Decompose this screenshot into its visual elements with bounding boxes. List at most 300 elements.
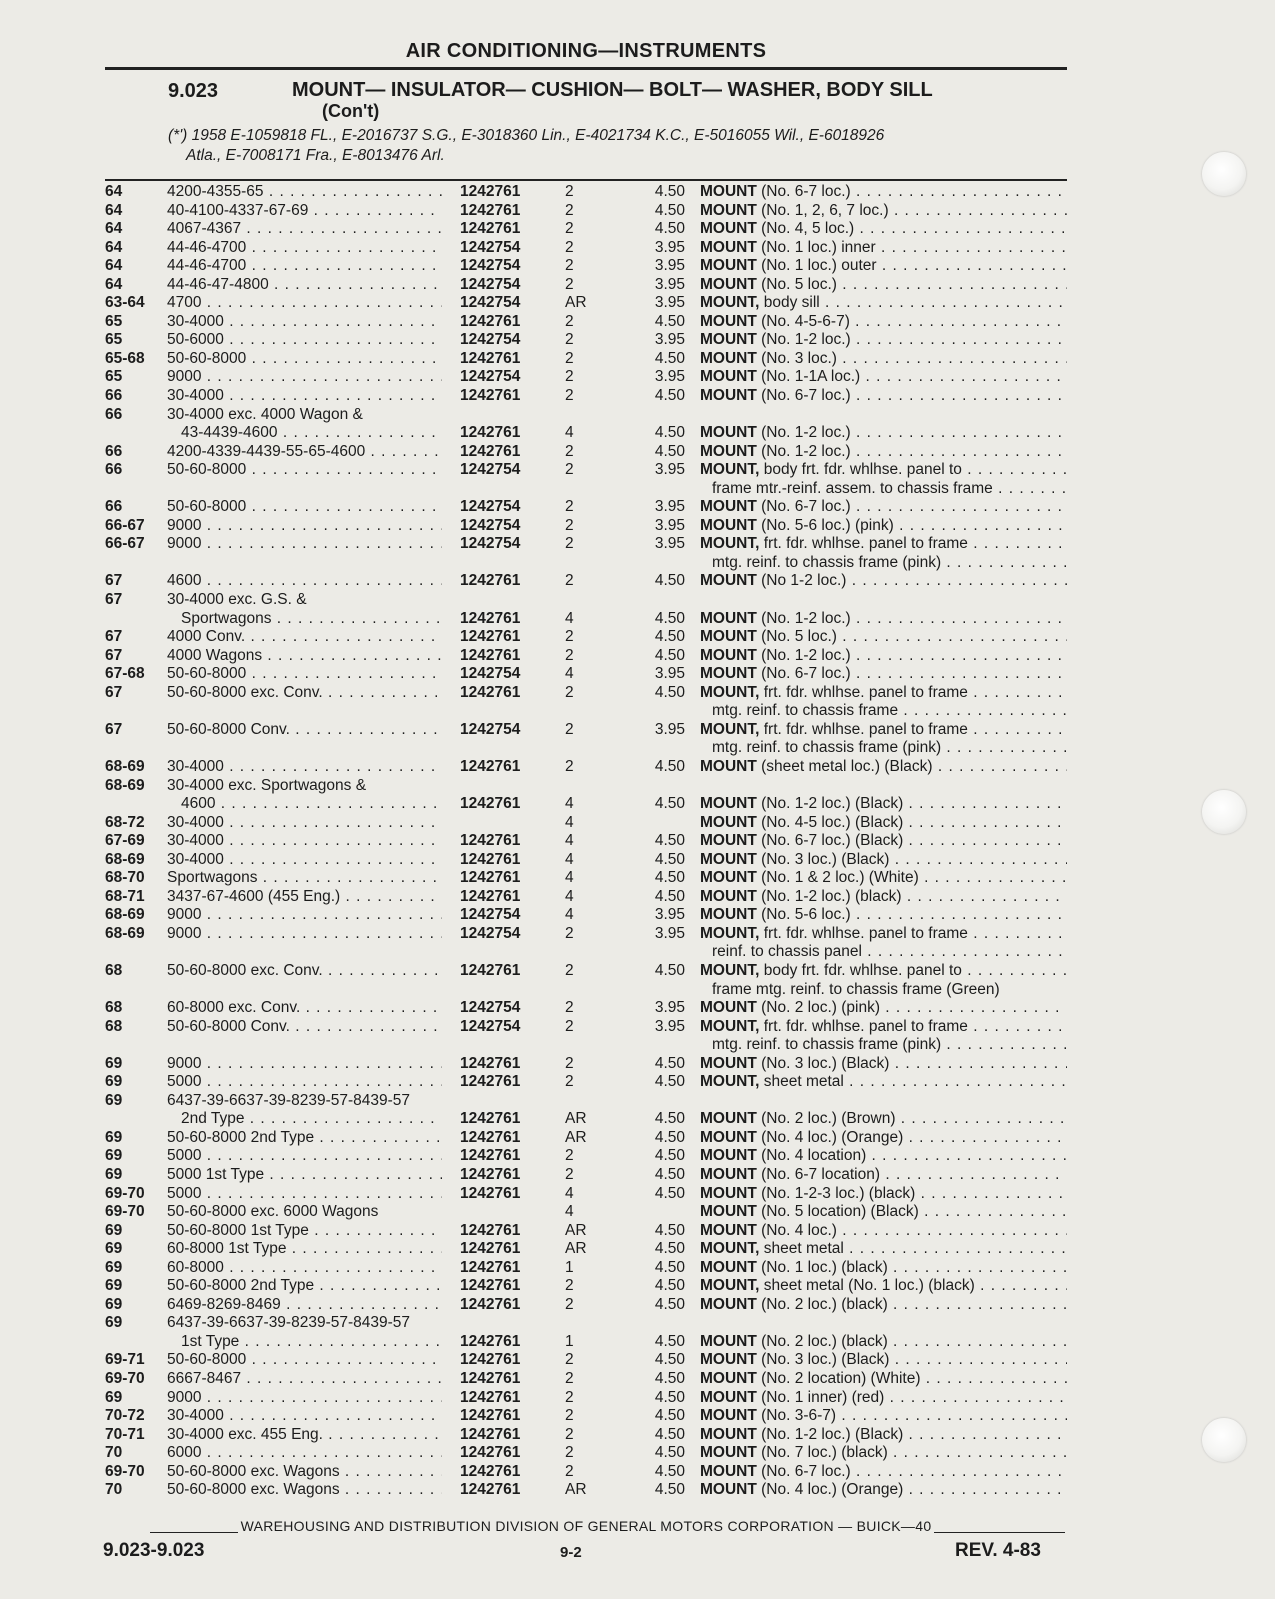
row-description-type: MOUNT, [700,461,760,479]
row-description-type: MOUNT [700,999,757,1017]
row-description [700,1370,1067,1389]
table-row [105,572,1067,591]
table-row [105,1463,1067,1482]
row-part-number: 1242754 [460,1017,521,1035]
row-description-text: body sill [759,294,820,312]
row-year: 66-67 [105,516,145,534]
row-description-type: MOUNT [700,442,757,460]
row-part-number: 1242761 [460,1444,521,1462]
row-model: 50-60-8000 . . . [167,350,442,369]
table-row [105,1314,1067,1333]
row-part-number: 1242761 [460,1407,521,1425]
row-model: 6469-8269-8469 . . . [167,1296,442,1315]
row-price: 3.95 [654,906,685,924]
table-row [105,202,1067,221]
row-description [700,610,1067,629]
table-top-rule [105,179,1067,181]
row-quantity: 4 [565,887,574,905]
row-description [700,851,1067,870]
row-part-number: 1242761 [460,201,521,219]
row-description-type: MOUNT [700,201,757,219]
row-description [700,1222,1067,1241]
row-price: 4.50 [654,646,685,664]
row-description [700,628,1067,647]
row-year: 67 [105,591,123,609]
row-description [700,1240,1067,1259]
row-description-text: (No. 2 loc.) (pink) [756,999,880,1017]
row-year: 68-70 [105,869,145,887]
row-description-type: MOUNT [700,275,757,293]
row-year: 68-69 [105,757,145,775]
row-description-text: (No. 1-2 loc.) [756,646,851,664]
row-model: 5000 1st Type . . . [167,1166,442,1185]
row-year: 65-68 [105,349,145,367]
row-price: 4.50 [654,1351,685,1369]
row-quantity: 2 [565,275,574,293]
row-price: 4.50 [654,832,685,850]
row-quantity: 2 [565,1444,574,1462]
row-year: 69 [105,1147,123,1165]
section-note-line1: (*') 1958 E-1059818 FL., E-2016737 S.G., E-3018360 Lin., E-4021734 K.C., E-5016055 Wil., E-6018926 [168,127,885,144]
row-price: 4.50 [654,201,685,219]
row-quantity: 2 [565,442,574,460]
row-model: 50-60-8000 . . . [167,665,442,684]
row-description [700,795,1067,814]
table-row [105,1073,1067,1092]
row-quantity: 2 [565,757,574,775]
row-year: 69 [105,1091,123,1109]
row-description-text: (No. 6-7 loc.) [756,387,851,405]
row-description-text: (No. 6-7 loc.) [756,665,851,683]
row-description-text: (No. 2 loc.) (black) [756,1295,888,1313]
row-year: 68 [105,1017,123,1035]
row-model: 30-4000 . . . [167,832,442,851]
row-description-type: MOUNT, [700,1277,760,1295]
row-description-type: MOUNT [700,1462,757,1480]
section-title-text: MOUNT— INSULATOR— CUSHION— BOLT— WASHER, BODY SILL [292,79,933,101]
row-description-type: MOUNT [700,1054,757,1072]
row-price: 4.50 [654,850,685,868]
row-description-type: MOUNT [700,1184,757,1202]
row-quantity: 2 [565,628,574,646]
row-description [700,1407,1067,1426]
row-description [700,1426,1067,1445]
row-part-number: 1242761 [460,312,521,330]
row-part-number: 1242754 [460,461,521,479]
row-description-text: mtg. reinf. to chassis frame [712,702,899,720]
row-quantity: 2 [565,220,574,238]
row-part-number: 1242761 [460,832,521,850]
row-price: 4.50 [654,220,685,238]
row-description [700,202,1067,221]
row-part-number: 1242754 [460,294,521,312]
row-model: 30-4000 exc. 4000 Wagon & [167,405,363,423]
row-year: 66 [105,442,123,460]
row-description-text: (No. 2 loc.) (black) [756,1332,888,1350]
row-price: 4.50 [654,683,685,701]
row-description-type: MOUNT [700,1407,757,1425]
row-model: 4067-4367 . . . [167,220,442,239]
row-part-number: 1242754 [460,275,521,293]
row-part-number: 1242754 [460,516,521,534]
header-rule [105,67,1067,70]
row-description [700,1296,1067,1315]
row-price: 4.50 [654,1110,685,1128]
row-price: 3.95 [654,368,685,386]
row-description [700,239,1067,258]
table-row [105,591,1067,610]
row-year: 67 [105,646,123,664]
row-description [700,183,1067,202]
row-quantity: 2 [565,1017,574,1035]
row-model: 30-4000 . . . [167,1407,442,1426]
row-description [700,1147,1067,1166]
row-description-text: (No. 1-2 loc.) (Black) [756,795,904,813]
row-quantity: 2 [565,1351,574,1369]
row-price: 4.50 [654,757,685,775]
row-price: 4.50 [654,1277,685,1295]
row-description [700,498,1067,517]
row-description-text: (No. 5 location) (Black) [756,1203,919,1221]
row-model: 6437-39-6637-39-8239-57-8439-57 [167,1091,411,1109]
row-description-type: MOUNT [700,498,757,516]
row-description-type: MOUNT [700,832,757,850]
row-price: 4.50 [654,387,685,405]
table-row [105,814,1067,833]
row-part-number: 1242761 [460,961,521,979]
row-description [700,814,1067,833]
row-description-type: MOUNT [700,1388,757,1406]
row-description-text: (No. 6-7 loc.) [756,1462,851,1480]
table-row [105,276,1067,295]
row-part-number: 1242761 [460,757,521,775]
row-description-type: MOUNT [700,572,757,590]
row-price: 4.50 [654,1332,685,1350]
row-part-number: 1242754 [460,331,521,349]
table-row [105,313,1067,332]
row-model: 4600 . . . [167,572,442,591]
table-row [105,851,1067,870]
row-year: 65 [105,331,123,349]
row-description-type: MOUNT [700,665,757,683]
row-part-number: 1242761 [460,1258,521,1276]
row-quantity: 2 [565,312,574,330]
row-year: 64 [105,183,123,200]
row-quantity: AR [565,1240,587,1258]
row-model: 9000 . . . [167,1389,442,1408]
row-quantity: 4 [565,832,574,850]
row-description [700,1277,1067,1296]
row-description-text: (No. 1, 2, 6, 7 loc.) [756,201,889,219]
row-description-type: MOUNT, [700,683,760,701]
row-description-type: MOUNT [700,312,757,330]
row-year: 67 [105,683,123,701]
row-description-type: MOUNT [700,646,757,664]
table-row [105,498,1067,517]
row-description-type: MOUNT [700,1147,757,1165]
row-quantity: 2 [565,1462,574,1480]
row-part-number: 1242761 [460,572,521,590]
row-description-text: (No. 1-2 loc.) [756,609,851,627]
row-description [700,1333,1067,1352]
row-description [700,869,1067,888]
binder-hole-middle [1202,790,1246,834]
table-row [105,1333,1067,1352]
row-quantity: 2 [565,535,574,553]
table-row [105,665,1067,684]
row-year: 68-69 [105,776,145,794]
binder-hole-bottom [1202,1418,1246,1462]
row-quantity: 2 [565,1165,574,1183]
section-number: 9.023 [168,80,219,102]
row-part-number: 1242754 [460,368,521,386]
row-quantity: 4 [565,869,574,887]
row-description-type: MOUNT [700,349,757,367]
row-year: 69 [105,1295,123,1313]
row-description-type: MOUNT [700,183,757,200]
row-description-type: MOUNT [700,813,757,831]
row-quantity: 2 [565,1277,574,1295]
row-description-text: (No. 4-5 loc.) (Black) [756,813,904,831]
row-description-text: (No. 5 loc.) [756,275,837,293]
row-description [700,257,1067,276]
row-model: 4000 Wagons . . . [167,647,442,666]
row-model: 1st Type . . . [167,1333,442,1352]
row-model: 50-60-8000 Conv. . . . [167,721,442,740]
row-quantity: 2 [565,999,574,1017]
row-description [700,1444,1067,1463]
row-price: 4.50 [654,887,685,905]
row-description [700,925,1067,944]
row-description [700,721,1067,740]
row-description-type: MOUNT, [700,1017,760,1035]
row-description-text: (No. 2 location) (White) [756,1370,921,1387]
row-description [700,480,1067,499]
row-part-number: 1242754 [460,665,521,683]
row-quantity: AR [565,1221,587,1239]
row-price: 4.50 [654,1407,685,1425]
row-part-number: 1242761 [460,609,521,627]
section-note-line2: Atla., E-7008171 Fra., E-8013476 Arl. [186,147,445,164]
row-description [700,832,1067,851]
table-row [105,832,1067,851]
row-model: 50-60-8000 exc. 6000 Wagons [167,1203,379,1221]
table-row [105,257,1067,276]
row-description-text: (No. 2 loc.) (Brown) [756,1110,896,1128]
row-year: 67-68 [105,665,145,683]
row-description-type: MOUNT [700,1444,757,1462]
row-quantity: 4 [565,665,574,683]
row-description [700,1203,1067,1222]
row-model: 40-4100-4337-67-69 . . . [167,202,442,221]
row-part-number: 1242761 [460,387,521,405]
row-year: 67 [105,720,123,738]
row-description-type: MOUNT, [700,535,760,553]
row-model: 30-4000 exc. 455 Eng. . . . [167,1426,442,1445]
row-price: 4.50 [654,442,685,460]
row-year: 69 [105,1314,123,1332]
row-part-number: 1242761 [460,1481,521,1499]
row-model: 9000 . . . [167,535,442,554]
row-price: 4.50 [654,1128,685,1146]
row-part-number: 1242761 [460,1351,521,1369]
row-description [700,1166,1067,1185]
footer-division [105,1518,1067,1534]
row-description-text: frame mtg. reinf. to chassis frame (Green) [712,980,1000,998]
row-model: 6000 . . . [167,1444,442,1463]
row-price: 4.50 [654,609,685,627]
row-part-number: 1242761 [460,1147,521,1165]
row-description-text: (No. 3-6-7) [756,1407,837,1425]
row-price: 4.50 [654,1073,685,1091]
table-row [105,1481,1067,1500]
row-description [700,665,1067,684]
row-part-number: 1242761 [460,1165,521,1183]
row-part-number: 1242754 [460,999,521,1017]
row-price: 3.95 [654,720,685,738]
row-year: 69 [105,1388,123,1406]
row-description [700,368,1067,387]
row-description-type: MOUNT [700,220,757,238]
footer-division-text: WAREHOUSING AND DISTRIBUTION DIVISION OF GENERAL MOTORS CORPORATION — BUICK—40 [238,1518,935,1534]
row-model: 60-8000 1st Type . . . [167,1240,442,1259]
row-description-text: (No. 1 loc.) (black) [756,1258,888,1276]
table-row [105,183,1067,202]
row-description-type: MOUNT, [700,1073,760,1091]
table-row [105,610,1067,629]
row-part-number: 1242754 [460,535,521,553]
row-description-type: MOUNT [700,1203,757,1221]
row-description-type: MOUNT [700,331,757,349]
row-model: 30-4000 . . . [167,851,442,870]
row-description [700,1259,1067,1278]
row-description [700,1073,1067,1092]
row-description [700,220,1067,239]
row-price: 4.50 [654,1184,685,1202]
row-description-text: (No. 1 loc.) inner [756,238,876,256]
row-description-type: MOUNT [700,257,757,275]
row-description-type: MOUNT [700,1258,757,1276]
row-year: 70 [105,1481,123,1499]
table-row [105,1185,1067,1204]
row-price: 4.50 [654,628,685,646]
section-title [292,80,933,122]
row-description-text: sheet metal [759,1240,844,1258]
row-description-text: sheet metal [759,1073,844,1091]
row-description-type: MOUNT [700,238,757,256]
row-model: 50-6000 . . . [167,331,442,350]
row-description-type: MOUNT [700,757,757,775]
row-part-number: 1242761 [460,646,521,664]
table-row [105,239,1067,258]
row-price: 4.50 [654,1370,685,1387]
row-quantity: 2 [565,331,574,349]
parts-table [105,183,1067,1500]
row-year: 69-70 [105,1462,145,1480]
row-model: 5000 . . . [167,1073,442,1092]
row-quantity: 2 [565,183,574,200]
row-quantity: 2 [565,1295,574,1313]
row-description-text: frt. fdr. whlhse. panel to frame [759,535,968,553]
row-description [700,387,1067,406]
row-quantity: 2 [565,961,574,979]
row-quantity: 4 [565,1184,574,1202]
table-row [105,294,1067,313]
row-quantity: 4 [565,609,574,627]
table-row [105,1203,1067,1222]
table-row [105,1389,1067,1408]
row-price: 3.95 [654,999,685,1017]
row-description-text: frame mtr.-reinf. assem. to chassis frame [712,479,993,497]
row-part-number: 1242761 [460,349,521,367]
table-row [105,1222,1067,1241]
row-description-text: (No. 1-2-3 loc.) (black) [756,1184,916,1202]
row-part-number: 1242761 [460,1128,521,1146]
row-year: 67-69 [105,832,145,850]
row-description [700,981,1067,1000]
row-description-text: mtg. reinf. to chassis frame (pink) [712,739,942,757]
row-price: 3.95 [654,331,685,349]
row-quantity: 2 [565,368,574,386]
table-row [105,962,1067,981]
row-quantity: 2 [565,572,574,590]
row-model: 4200-4355-65 . . . [167,183,442,202]
row-year: 64 [105,257,123,275]
table-row [105,1018,1067,1037]
row-year: 68-72 [105,813,145,831]
row-quantity: 2 [565,201,574,219]
row-description-type: MOUNT [700,368,757,386]
row-description-text: (No. 3 loc.) (Black) [756,1054,890,1072]
row-price: 4.50 [654,1481,685,1499]
row-part-number: 1242761 [460,1462,521,1480]
row-model: 9000 . . . [167,925,442,944]
row-year: 69-70 [105,1203,145,1221]
row-description-type: MOUNT [700,1481,757,1499]
table-row [105,1166,1067,1185]
row-description-text: (No 1-2 loc.) [756,572,847,590]
row-model: 50-60-8000 . . . [167,1351,442,1370]
row-model: 30-4000 . . . [167,387,442,406]
row-description [700,1018,1067,1037]
row-description [700,647,1067,666]
row-description-text: (No. 4 location) [756,1147,867,1165]
row-model: 60-8000 exc. Conv. . . . [167,999,442,1018]
row-description-text: (No. 5-6 loc.) (pink) [756,516,894,534]
table-row [105,628,1067,647]
table-row [105,406,1067,425]
row-year: 66 [105,498,123,516]
row-quantity: 1 [565,1258,574,1276]
row-quantity: 2 [565,498,574,516]
row-description [700,554,1067,573]
row-quantity: 2 [565,646,574,664]
row-year: 68 [105,961,123,979]
row-quantity: 2 [565,683,574,701]
row-description [700,758,1067,777]
row-quantity: 4 [565,906,574,924]
row-year: 64 [105,238,123,256]
row-model: Sportwagons . . . [167,610,442,629]
row-year: 69 [105,1054,123,1072]
table-row [105,1129,1067,1148]
row-year: 68 [105,999,123,1017]
row-description-text: (No. 6-7 loc.) (Black) [756,832,904,850]
row-description-text: (No. 1 & 2 loc.) (White) [756,869,919,887]
table-row [105,702,1067,721]
row-description-text: (No. 4 loc.) [756,1221,837,1239]
row-price: 3.95 [654,665,685,683]
